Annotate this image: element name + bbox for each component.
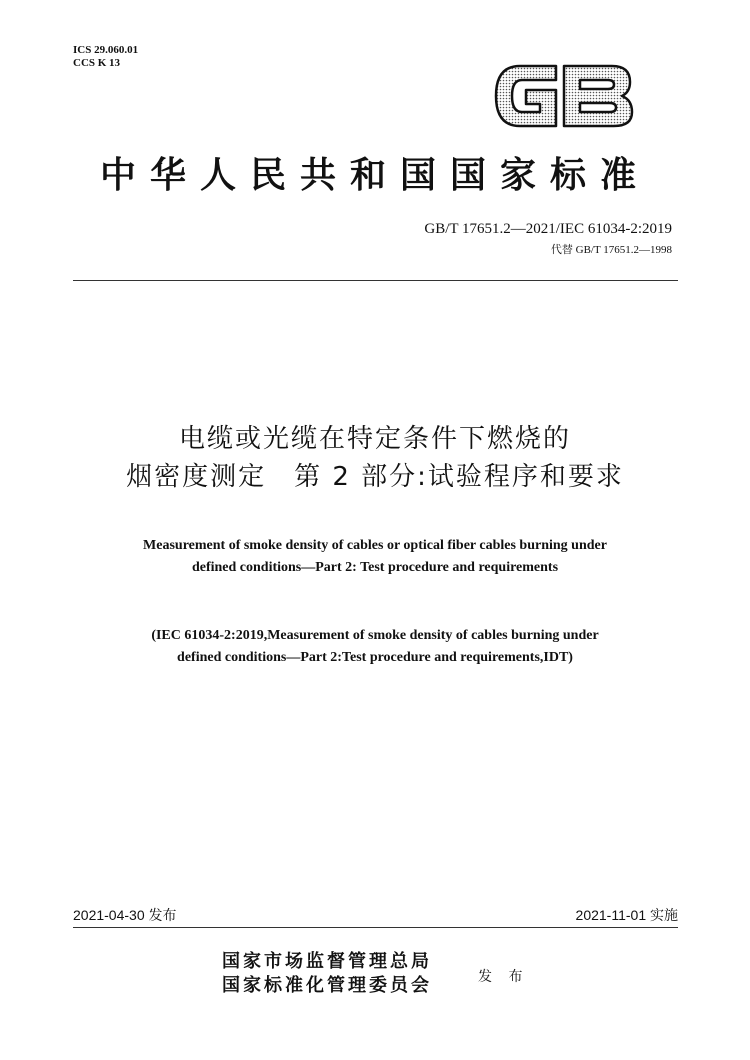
english-title xyxy=(40,535,710,579)
publish-date: 2021-04-30 发布 xyxy=(73,907,177,923)
issuing-authorities xyxy=(222,950,432,998)
classification-codes xyxy=(73,44,138,70)
issuer-samr: 国家市场监督管理总局 xyxy=(222,951,432,972)
gb-logo-icon xyxy=(490,58,638,134)
iec-note-line-2: defined conditions—Part 2:Test procedure and requirements,IDT) xyxy=(177,650,573,665)
bottom-divider xyxy=(73,927,678,928)
replaces-note: 代替 GB/T 17651.2—1998 xyxy=(550,244,672,256)
ics-code: ICS 29.060.01 xyxy=(73,44,139,56)
ccs-code: CCS K 13 xyxy=(73,57,121,69)
top-divider xyxy=(73,280,678,281)
standard-number: GB/T 17651.2—2021/IEC 61034-2:2019 xyxy=(424,221,672,237)
iec-equivalence-note xyxy=(40,625,710,669)
issuer-sac: 国家标准化管理委员会 xyxy=(222,975,432,996)
publish-label: 发 布 xyxy=(478,969,529,985)
chinese-title-line-2: 烟密度测定 第 2 部分:试验程序和要求 xyxy=(126,462,624,492)
iec-note-line-1: (IEC 61034-2:2019,Measurement of smoke density of cables burning under xyxy=(151,628,599,643)
english-title-line-2: defined conditions—Part 2: Test procedure and requirements xyxy=(191,560,559,575)
english-title-line-1: Measurement of smoke density of cables or optical fiber cables burning under xyxy=(143,538,607,553)
standard-title: 中华人民共和国国家标准 xyxy=(99,154,650,196)
chinese-title-line-1: 电缆或光缆在特定条件下燃烧的 xyxy=(178,424,571,454)
implement-date: 2021-11-01 实施 xyxy=(575,907,678,923)
chinese-title xyxy=(0,420,750,496)
